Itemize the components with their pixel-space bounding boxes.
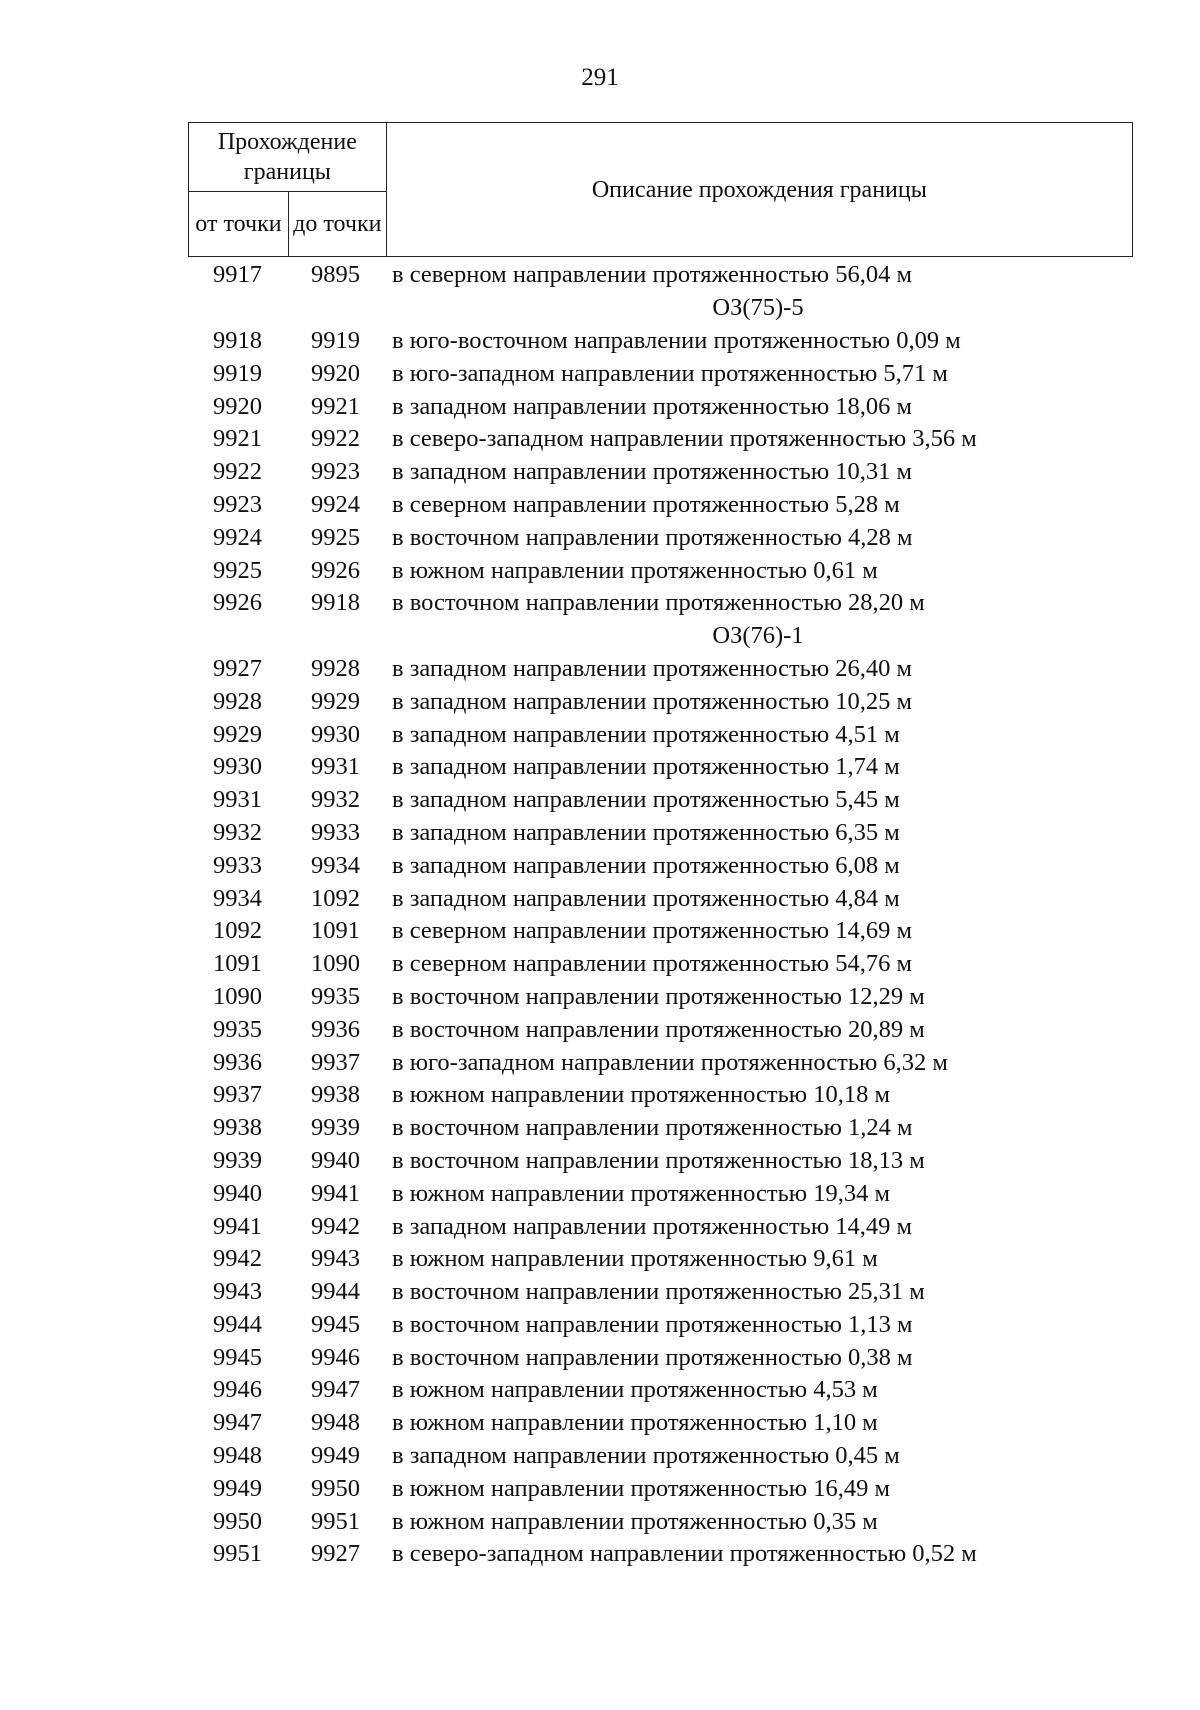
from-point-cell: 9928 — [213, 687, 262, 715]
description-cell: в южном направлении протяженностью 4,53 м — [392, 1376, 878, 1404]
table-row — [188, 325, 1133, 358]
description-cell: в северном направлении протяженностью 5,28 м — [392, 490, 900, 518]
description-cell: в юго-западном направлении протяженностью 6,32 м — [392, 1048, 948, 1076]
table-row — [188, 849, 1133, 882]
from-point-cell: 9947 — [213, 1409, 262, 1437]
from-point-cell: 9931 — [213, 786, 262, 814]
description-cell: в западном направлении протяженностью 4,84 м — [392, 884, 900, 912]
table-row — [188, 1341, 1133, 1374]
from-point-cell: 9917 — [213, 261, 262, 289]
from-point-cell: 1090 — [213, 982, 262, 1010]
description-cell: в западном направлении протяженностью 26,40 м — [392, 654, 913, 682]
description-cell: в западном направлении протяженностью 10,31 м — [392, 458, 913, 486]
from-point-cell: 9925 — [213, 556, 262, 584]
table-row — [188, 1112, 1133, 1145]
from-point-cell: 9944 — [213, 1310, 262, 1338]
table-row — [188, 817, 1133, 850]
to-point-cell: 9937 — [311, 1048, 360, 1076]
table-row — [188, 357, 1133, 390]
from-point-cell: 9920 — [213, 392, 262, 420]
table-row — [188, 718, 1133, 751]
to-point-cell: 1092 — [311, 884, 360, 912]
description-cell: в северо-западном направлении протяженностью 3,56 м — [392, 425, 977, 453]
from-point-cell: 9919 — [213, 359, 262, 387]
description-cell: в восточном направлении протяженностью 25,31 м — [392, 1278, 925, 1306]
to-point-cell: 9946 — [311, 1343, 360, 1371]
from-point-cell: 9922 — [213, 458, 262, 486]
description-cell: в южном направлении протяженностью 0,35 м — [392, 1507, 878, 1535]
table-row — [188, 587, 1133, 620]
table-row — [188, 981, 1133, 1014]
table-row — [188, 948, 1133, 981]
from-point-cell: 9946 — [213, 1376, 262, 1404]
description-cell: в северном направлении протяженностью 54,76 м — [392, 950, 912, 978]
table-row — [188, 1177, 1133, 1210]
to-point-cell: 9951 — [311, 1507, 360, 1535]
description-cell: в восточном направлении протяженностью 20,89 м — [392, 1015, 925, 1043]
table-body — [188, 259, 1133, 1571]
table-row — [188, 685, 1133, 718]
from-point-cell: 9948 — [213, 1442, 262, 1470]
table-row — [188, 521, 1133, 554]
to-point-cell: 9948 — [311, 1409, 360, 1437]
table-row — [188, 1079, 1133, 1112]
table-row — [188, 390, 1133, 423]
description-cell: в юго-западном направлении протяженностью 5,71 м — [392, 359, 948, 387]
from-point-cell: 9933 — [213, 851, 262, 879]
from-point-cell: 9918 — [213, 326, 262, 354]
table-row — [188, 1145, 1133, 1178]
table-row — [188, 915, 1133, 948]
table-row — [188, 456, 1133, 489]
from-point-cell: 9923 — [213, 490, 262, 518]
from-point-cell: 9945 — [213, 1343, 262, 1371]
description-cell: в западном направлении протяженностью 5,45 м — [392, 786, 900, 814]
to-point-cell: 9927 — [311, 1540, 360, 1568]
from-point-cell: 9942 — [213, 1245, 262, 1273]
description-cell: в восточном направлении протяженностью 4,28 м — [392, 523, 913, 551]
table-row — [188, 423, 1133, 456]
table-row — [188, 1276, 1133, 1309]
description-cell: в юго-восточном направлении протяженностью 0,09 м — [392, 326, 961, 354]
table-row — [188, 259, 1133, 292]
from-point-cell: 9941 — [213, 1212, 262, 1240]
description-cell: в восточном направлении протяженностью 0,38 м — [392, 1343, 913, 1371]
description-cell: в западном направлении протяженностью 14,49 м — [392, 1212, 913, 1240]
to-point-cell: 9925 — [311, 523, 360, 551]
description-cell: в южном направлении протяженностью 1,10 м — [392, 1409, 878, 1437]
to-point-cell: 9926 — [311, 556, 360, 584]
description-cell: в южном направлении протяженностью 0,61 м — [392, 556, 878, 584]
to-point-cell: 9949 — [311, 1442, 360, 1470]
from-point-cell: 9929 — [213, 720, 262, 748]
table-row — [188, 554, 1133, 587]
to-point-cell: 1090 — [311, 950, 360, 978]
table-row — [188, 1440, 1133, 1473]
from-point-cell: 9921 — [213, 425, 262, 453]
table-row — [188, 751, 1133, 784]
description-cell: в западном направлении протяженностью 6,08 м — [392, 851, 900, 879]
description-cell: в южном направлении протяженностью 19,34 м — [392, 1179, 890, 1207]
description-cell: в южном направлении протяженностью 9,61 м — [392, 1245, 878, 1273]
from-point-cell: 9924 — [213, 523, 262, 551]
from-point-cell: 9950 — [213, 1507, 262, 1535]
from-point-cell: 1092 — [213, 917, 262, 945]
from-point-cell: 9949 — [213, 1474, 262, 1502]
from-point-cell: 1091 — [213, 950, 262, 978]
header-to-point: до точки — [288, 192, 386, 257]
to-point-cell: 9944 — [311, 1278, 360, 1306]
to-point-cell: 9942 — [311, 1212, 360, 1240]
page-number: 291 — [581, 64, 619, 91]
to-point-cell: 9939 — [311, 1114, 360, 1142]
to-point-cell: 9933 — [311, 818, 360, 846]
to-point-cell: 9950 — [311, 1474, 360, 1502]
to-point-cell: 9931 — [311, 753, 360, 781]
description-cell: в западном направлении протяженностью 0,45 м — [392, 1442, 900, 1470]
section-heading: ОЗ(75)-5 — [712, 293, 804, 321]
table-row — [188, 882, 1133, 915]
description-cell: в северном направлении протяженностью 14,69 м — [392, 917, 912, 945]
to-point-cell: 9935 — [311, 982, 360, 1010]
to-point-cell: 9928 — [311, 654, 360, 682]
header-boundary-passage: Прохождение границы — [189, 123, 387, 192]
table-row — [188, 784, 1133, 817]
to-point-cell: 1091 — [311, 917, 360, 945]
from-point-cell: 9932 — [213, 818, 262, 846]
to-point-cell: 9938 — [311, 1081, 360, 1109]
to-point-cell: 9930 — [311, 720, 360, 748]
to-point-cell: 9920 — [311, 359, 360, 387]
to-point-cell: 9921 — [311, 392, 360, 420]
description-cell: в северном направлении протяженностью 56,04 м — [392, 261, 912, 289]
table-row — [188, 1407, 1133, 1440]
to-point-cell: 9922 — [311, 425, 360, 453]
to-point-cell: 9945 — [311, 1310, 360, 1338]
table-row — [188, 1374, 1133, 1407]
description-cell: в южном направлении протяженностью 16,49 м — [392, 1474, 890, 1502]
table-row — [188, 1309, 1133, 1342]
description-cell: в северо-западном направлении протяженностью 0,52 м — [392, 1540, 977, 1568]
from-point-cell: 9940 — [213, 1179, 262, 1207]
to-point-cell: 9941 — [311, 1179, 360, 1207]
to-point-cell: 9934 — [311, 851, 360, 879]
to-point-cell: 9936 — [311, 1015, 360, 1043]
to-point-cell: 9923 — [311, 458, 360, 486]
to-point-cell: 9932 — [311, 786, 360, 814]
to-point-cell: 9895 — [311, 261, 360, 289]
to-point-cell: 9929 — [311, 687, 360, 715]
table-row — [188, 1243, 1133, 1276]
from-point-cell: 9951 — [213, 1540, 262, 1568]
from-point-cell: 9935 — [213, 1015, 262, 1043]
table-row — [188, 1210, 1133, 1243]
from-point-cell: 9934 — [213, 884, 262, 912]
from-point-cell: 9936 — [213, 1048, 262, 1076]
description-cell: в восточном направлении протяженностью 18,13 м — [392, 1146, 925, 1174]
from-point-cell: 9927 — [213, 654, 262, 682]
to-point-cell: 9943 — [311, 1245, 360, 1273]
header-from-point: от точки — [189, 192, 289, 257]
table-row — [188, 1046, 1133, 1079]
description-cell: в восточном направлении протяженностью 12,29 м — [392, 982, 925, 1010]
from-point-cell: 9938 — [213, 1114, 262, 1142]
description-cell: в западном направлении протяженностью 4,51 м — [392, 720, 900, 748]
description-cell: в западном направлении протяженностью 10,25 м — [392, 687, 913, 715]
table-row — [188, 1538, 1133, 1571]
from-point-cell: 9926 — [213, 589, 262, 617]
from-point-cell: 9937 — [213, 1081, 262, 1109]
table-row — [188, 489, 1133, 522]
description-cell: в западном направлении протяженностью 1,74 м — [392, 753, 900, 781]
to-point-cell: 9924 — [311, 490, 360, 518]
description-cell: в западном направлении протяженностью 18,06 м — [392, 392, 913, 420]
table-row — [188, 1013, 1133, 1046]
header-description: Описание прохождения границы — [386, 123, 1132, 257]
description-cell: в восточном направлении протяженностью 1,24 м — [392, 1114, 913, 1142]
to-point-cell: 9918 — [311, 589, 360, 617]
from-point-cell: 9939 — [213, 1146, 262, 1174]
from-point-cell: 9930 — [213, 753, 262, 781]
to-point-cell: 9947 — [311, 1376, 360, 1404]
description-cell: в южном направлении протяженностью 10,18 м — [392, 1081, 890, 1109]
table-row — [188, 653, 1133, 686]
description-cell: в восточном направлении протяженностью 1,13 м — [392, 1310, 913, 1338]
to-point-cell: 9940 — [311, 1146, 360, 1174]
description-cell: в восточном направлении протяженностью 28,20 м — [392, 589, 925, 617]
table-row — [188, 1472, 1133, 1505]
boundary-table — [188, 122, 1133, 1571]
from-point-cell: 9943 — [213, 1278, 262, 1306]
table-header — [188, 122, 1133, 257]
section-heading: ОЗ(76)-1 — [712, 621, 804, 649]
to-point-cell: 9919 — [311, 326, 360, 354]
description-cell: в западном направлении протяженностью 6,35 м — [392, 818, 900, 846]
table-row — [188, 1505, 1133, 1538]
